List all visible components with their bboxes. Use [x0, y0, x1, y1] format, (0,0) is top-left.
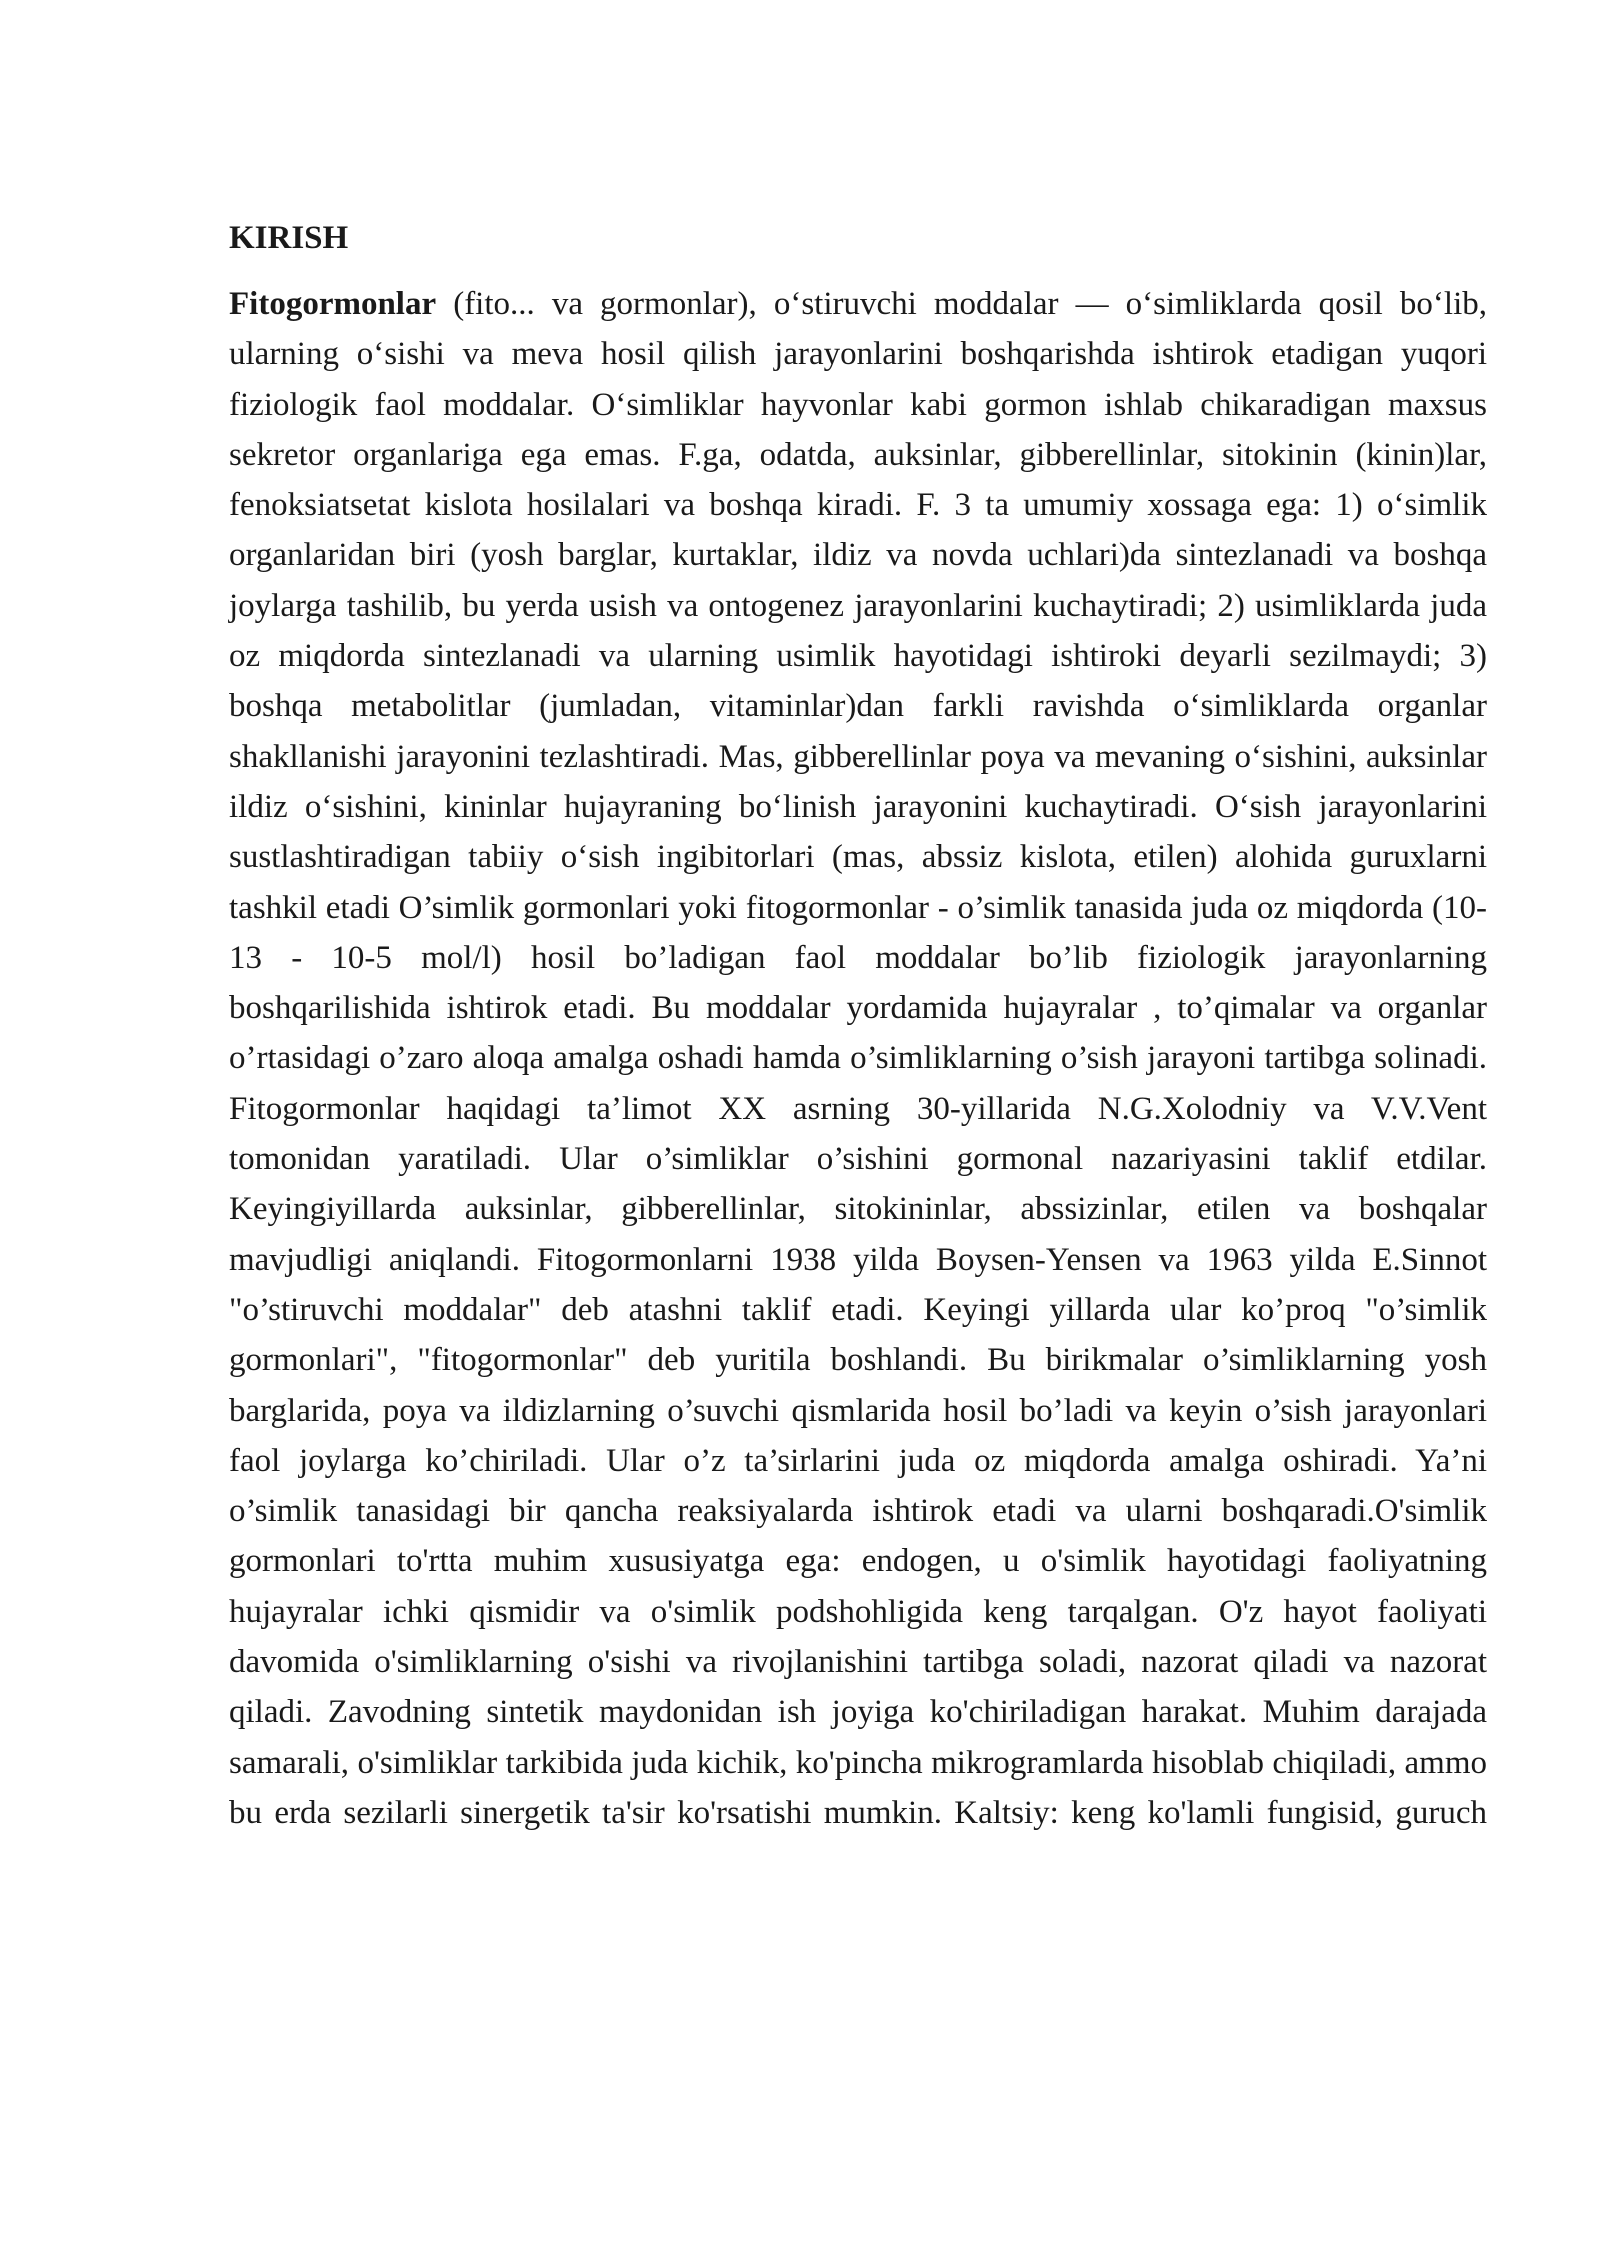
paragraph-text: (fito... va gormonlar), o‘stiruvchi moddalar — o‘simliklarda qosil bo‘lib, ularning o‘sishi va meva hosil qilish jarayonlarini boshqarishda ishtirok etadigan yuqori fiziologik faol moddalar. O‘simliklar hayvonlar kabi gormon ishlab chikaradigan maxsus sekretor organlariga ega emas. F.ga, odatda, auksinlar, gibberellinlar, sitokinin (kinin)lar, fenoksiatsetat kislota hosilalari va boshqa kiradi. F. 3 ta umumiy xossaga ega: 1) o‘simlik organlaridan biri (yosh barglar, kurtaklar, ildiz va novda uchlari)da sintezlanadi va boshqa joylarga tashilib, bu yerda usish va ontogenez jarayonlarini kuchaytiradi; 2) usimliklarda juda oz miqdorda sintezlanadi va ularning usimlik hayotidagi ishtiroki deyarli sezilmaydi; 3) boshqa metabolitlar (jumladan, vitaminlar)dan farkli ravishda o‘simliklarda organlar shakllanishi jarayonini tezlashtiradi. Mas, gibberellinlar poya va mevaning o‘sishini, auksinlar ildiz o‘sishini, kininlar hujayraning bo‘linish jarayonini kuchaytiradi. O‘sish jarayonlarini sustlashtiradigan tabiiy o‘sish ingibitorlari (mas, abssiz kislota, etilen) alohida guruxlarni tashkil etadi O’simlik gormonlari yoki fitogormonlar - o’simlik tanasida juda oz miqdorda (10-13 - 10-5 mol/l) hosil bo’ladigan faol moddalar bo’lib fiziologik jarayonlarning boshqarilishida ishtirok etadi. Bu moddalar yordamida hujayralar , to’qimalar va organlar o’rtasidagi o’zaro aloqa amalga oshadi hamda o’simliklarning o’sish jarayoni tartibga solinadi. Fitogormonlar haqidagi ta’limot XX asrning 30-yillarida N.G.Xolodniy va V.V.Vent tomonidan yaratiladi. Ular o’simliklar o’sishini gormonal nazariyasini taklif etdilar. Keyingiyillarda auksinlar, gibberellinlar, sitokininlar, abssizinlar, etilen va boshqalar mavjudligi aniqlandi. Fitogormonlarni 1938 yilda Boysen-Yensen va 1963 yilda E.Sinnot "o’stiruvchi moddalar" deb atashni taklif etadi. Keyingi yillarda ular ko’proq "o’simlik gormonlari", "fitogormonlar" deb yuritila boshlandi. Bu birikmalar o’simliklarning yosh barglarida, poya va ildizlarning o’suvchi qismlarida hosil bo’ladi va keyin o’sish jarayonlari faol joylarga ko’chiriladi. Ular o’z ta’sirlarini juda oz miqdorda amalga oshiradi. Ya’ni o’simlik tanasidagi bir qancha reaksiyalarda ishtirok etadi va ularni boshqaradi.O'simlik gormonlari to'rtta muhim xususiyatga ega: endogen, u o'simlik hayotidagi faoliyatning hujayralar ichki qismidir va o'simlik podshohligida keng tarqalgan. O'z hayot faoliyati davomida o'simliklarning o'sishi va rivojlanishini tartibga soladi, nazorat qiladi va nazorat qiladi. Zavodning sintetik maydonidan ish joyiga ko'chiriladigan harakat. Muhim darajada samarali, o'simliklar tarkibida juda kichik, ko'pincha mikrogramlarda hisoblab chiqiladi, ammo bu erda sezilarli sinergetik ta'sir ko'rsatishi mumkin. Kaltsiy: keng ko'lamli fungisid, guruch [229, 286, 1487, 1831]
body-paragraph [229, 279, 1487, 1838]
section-heading: KIRISH [229, 220, 349, 256]
document-page [229, 213, 1487, 1838]
term-fitogormonlar: Fitogormonlar [229, 286, 437, 322]
